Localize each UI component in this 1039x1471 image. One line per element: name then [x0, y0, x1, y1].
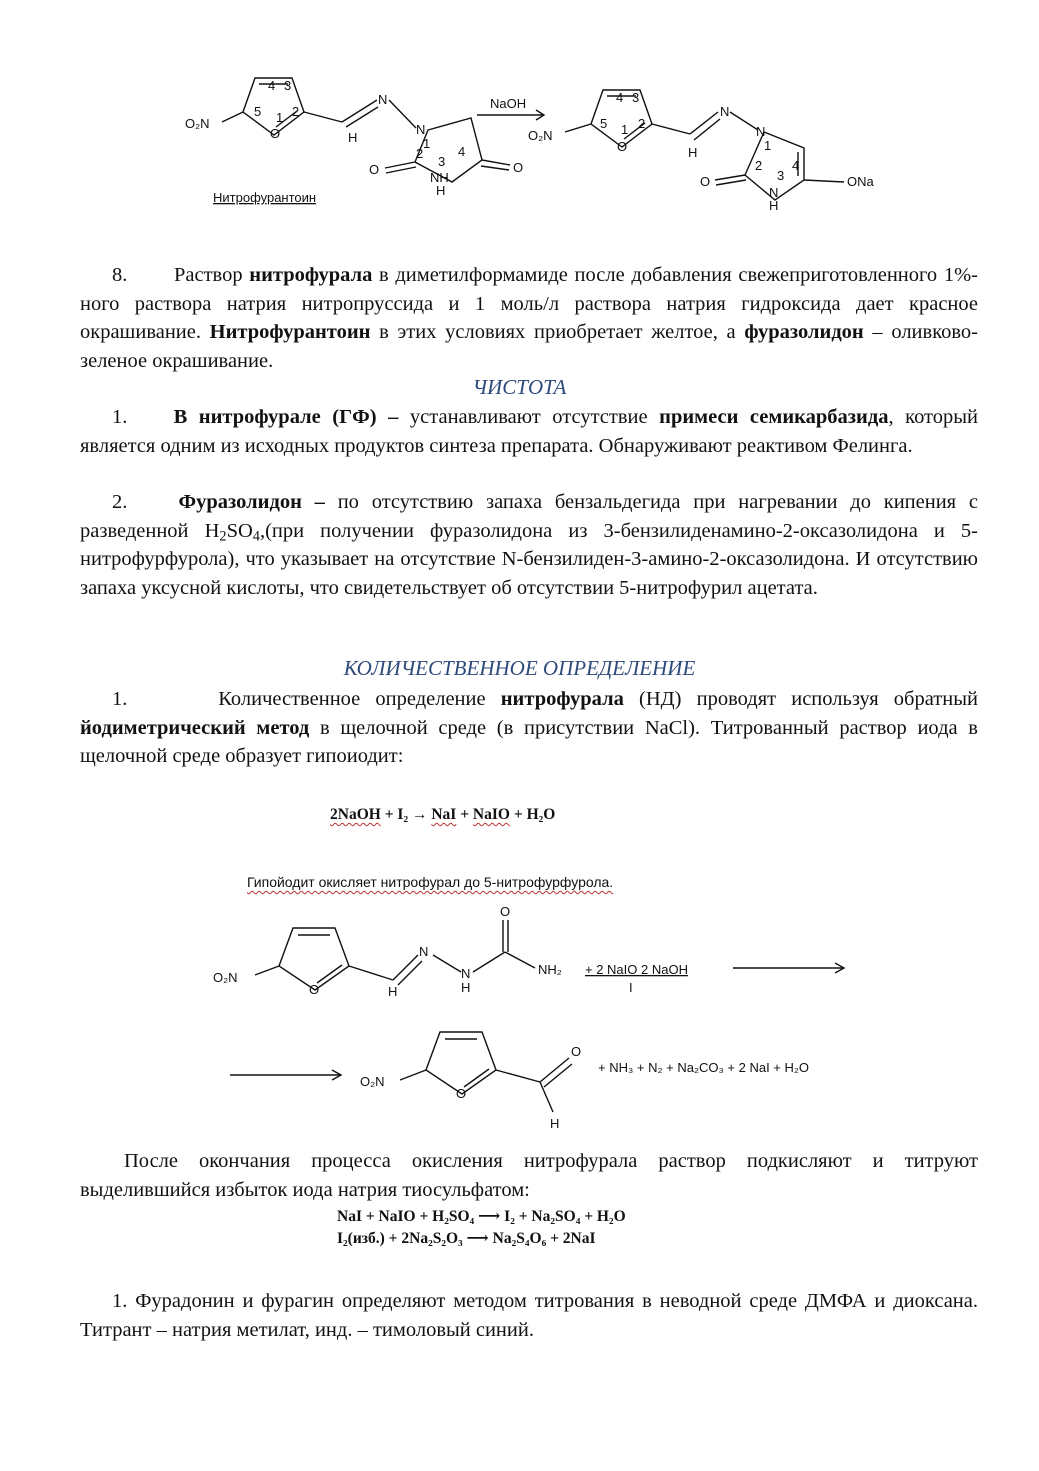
- svg-text:H: H: [461, 980, 471, 995]
- svg-text:NH: NH: [430, 170, 449, 185]
- svg-text:O: O: [369, 162, 380, 177]
- purity-item-1: 1. В нитрофурале (ГФ) – устанавливают отсутствие примеси семикарбазида, который является одним из исходных продуктов синтеза препарата. Обнаруживают реактивом Фелинга.: [80, 406, 978, 457]
- svg-text:N: N: [769, 185, 779, 200]
- svg-text:H: H: [688, 145, 698, 160]
- svg-text:+ NH₃ + N₂ + Na₂CO₃ + 2 NaI +: + NH₃ + N₂ + Na₂CO₃ + 2 NaI + H₂O: [598, 1060, 810, 1075]
- svg-text:N: N: [720, 104, 730, 119]
- svg-text:N: N: [378, 92, 388, 107]
- svg-text:O: O: [700, 174, 711, 189]
- section-heading-quantitative: КОЛИЧЕСТВЕННОЕ ОПРЕДЕЛЕНИЕ: [343, 656, 696, 680]
- svg-text:H: H: [769, 198, 779, 213]
- svg-text:O: O: [513, 160, 524, 175]
- nitrofural-oxidation-scheme: [205, 900, 905, 1140]
- svg-text:3: 3: [777, 168, 785, 183]
- paragraph-final: 1. Фурадонин и фурагин определяют методом титрования в неводной среде ДМФА и диоксана. Титрант – натрия метилат, инд. – тимоловый синий.: [80, 1290, 978, 1341]
- furan-ring-reactant: [279, 928, 349, 990]
- svg-text:O: O: [571, 1044, 582, 1059]
- svg-text:O: O: [500, 904, 511, 919]
- equation-thiosulfate: I₂(изб.) + 2Na₂S₂O₃ ⟶ Na₂S₄O₆ + 2NaI: [337, 1230, 596, 1247]
- svg-text:N: N: [416, 122, 426, 137]
- svg-text:H: H: [388, 984, 398, 999]
- svg-text:+ 2 NaIO 2 NaOH: + 2 NaIO 2 NaOH: [585, 962, 688, 977]
- furan-ring-product: [426, 1032, 496, 1094]
- svg-text:3: 3: [632, 90, 640, 105]
- svg-text:1: 1: [276, 110, 284, 125]
- svg-text:N: N: [756, 124, 766, 139]
- svg-text:4: 4: [458, 144, 466, 159]
- reagent-label: NaOH: [490, 96, 527, 111]
- svg-text:I: I: [629, 980, 633, 995]
- svg-text:4: 4: [268, 78, 276, 93]
- svg-text:O: O: [270, 126, 281, 141]
- svg-text:N: N: [419, 944, 429, 959]
- quant-item-1: 1. Количественное определение нитрофурала (НД) проводят используя обратный йодиметрический метод в щелочной среде (в присутствии NaCl). Титрованный раствор иода в щелочной среде образует гипоиодит:: [80, 688, 978, 767]
- svg-text:1: 1: [764, 138, 772, 153]
- paragraph-titration: После окончания процесса окисления нитрофурала раствор подкисляют и титруют выделившийся избыток иода натрия тиосульфатом:: [80, 1150, 978, 1201]
- svg-text:ONa: ONa: [847, 174, 874, 189]
- svg-text:2: 2: [755, 158, 763, 173]
- svg-text:NH₂: NH₂: [538, 962, 562, 977]
- svg-text:O₂N: O₂N: [528, 128, 553, 143]
- svg-text:2: 2: [416, 146, 424, 161]
- paragraph-8: 8. Раствор нитрофурала в диметилформамиде после добавления свежеприготовленного 1%-ного раствора натрия нитропруссида и 1 моль/л раствора натрия гидроксида дает красное окрашивание. Нитрофурантоин в этих условиях приобретает желтое, а фуразолидон – оливково-зеленое окрашивание.: [80, 264, 978, 372]
- svg-text:1: 1: [621, 122, 629, 137]
- svg-text:O₂N: O₂N: [213, 970, 238, 985]
- svg-text:2: 2: [638, 116, 646, 131]
- svg-text:5: 5: [254, 104, 262, 119]
- svg-text:1: 1: [423, 136, 431, 151]
- svg-text:4: 4: [792, 158, 800, 173]
- equation-acidification: NaI + NaIO + H₂SO₄ ⟶ I₂ + Na₂SO₄ + H₂O: [337, 1208, 626, 1225]
- svg-text:O₂N: O₂N: [360, 1074, 385, 1089]
- svg-text:H: H: [348, 130, 358, 145]
- svg-text:O: O: [617, 139, 628, 154]
- compound-name-label: Нитрофурантоин: [213, 190, 317, 205]
- svg-text:N: N: [461, 966, 471, 981]
- o2n-label: O₂N: [185, 116, 210, 131]
- nitrofurantoin-reaction-scheme: [180, 70, 900, 220]
- svg-text:O: O: [456, 1086, 467, 1101]
- svg-text:O: O: [309, 982, 320, 997]
- equation-hypoiodite: 2NaOH + I₂ → NaI + NaIO + H₂O: [330, 806, 556, 823]
- svg-text:5: 5: [600, 116, 608, 131]
- svg-text:3: 3: [284, 78, 292, 93]
- section-heading-purity: ЧИСТОТА: [472, 375, 567, 399]
- svg-text:4: 4: [616, 90, 624, 105]
- caption-hypoiodite: Гипойодит окисляет нитрофурал до 5-нитрофурфурола.: [247, 874, 614, 890]
- svg-text:H: H: [550, 1116, 560, 1131]
- svg-text:H: H: [436, 183, 446, 198]
- purity-item-2: 2. Фуразолидон – по отсутствию запаха бензальдегида при нагревании до кипения с разведенной $H_2SO_4,(при$ получении фуразолидона из 3-бензилиденамино-2-оксазолидона и 5-нитрофурфурола), что указывает на отсутствие N-бензилиден-3-амино-2-оксазолидона. И отсутствию запаха уксусной кислоты, что свидетельствует об отсутствии 5-нитрофурил ацетата.: [80, 491, 978, 599]
- svg-text:3: 3: [438, 154, 446, 169]
- svg-text:2: 2: [292, 104, 300, 119]
